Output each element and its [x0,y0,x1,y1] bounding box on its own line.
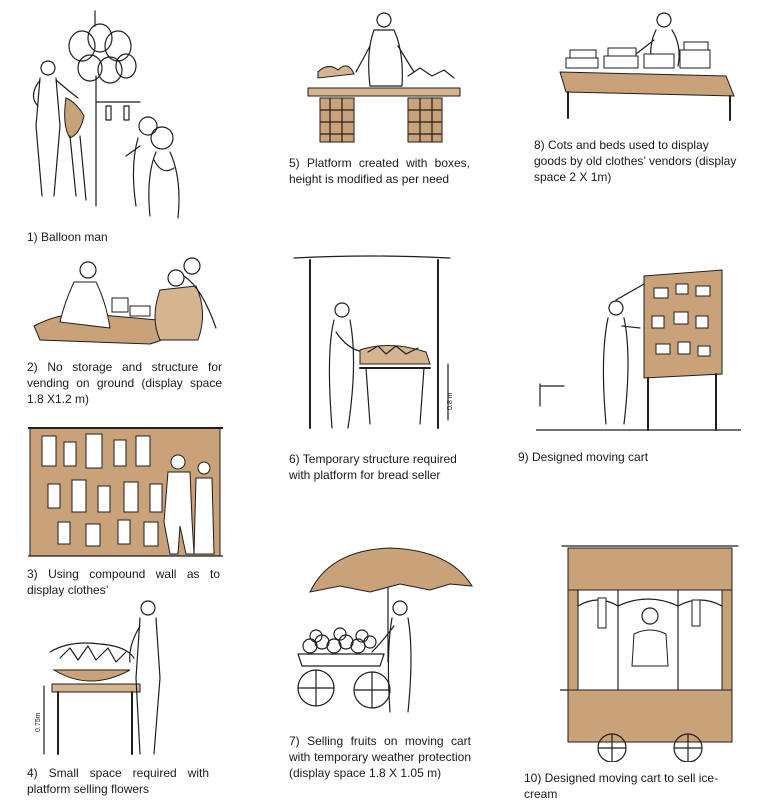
caption-balloon-man: 1) Balloon man [27,230,108,244]
caption-compound-wall: 3) Using compound wall as to display clothes’ [27,567,220,597]
caption-box-platform: 5) Platform created with boxes, height is modified as per need [289,156,470,186]
box-platform-sketch [304,6,464,148]
caption-ground-vending: 2) No storage and structure for vending on ground (display space 1.8 X1.2 m) [27,360,222,406]
caption-bread-seller: 6) Temporary structure required with platform for bread seller [289,452,457,482]
caption-ice-cream-cart: 10) Designed moving cart to sell ice-cream [524,771,719,801]
fruit-cart-sketch [290,542,475,720]
caption-fruit-cart: 7) Selling fruits on moving cart with temporary weather protection (display space 1.8 X 1.05 m) [289,734,471,780]
caption-cots-beds: 8) Cots and beds used to display goods by old clothes’ vendors (display space 2 X 1m) [534,138,737,184]
caption-moving-cart: 9) Designed moving cart [518,450,649,464]
balloon-man-sketch [30,6,200,228]
height-label-075: 0.75m [35,712,42,732]
caption-flower-platform: 4) Small space required with platform selling flowers [27,766,209,796]
height-label-08: 0.8 m [447,392,454,410]
compound-wall-sketch [28,422,223,562]
moving-cart-sketch [536,266,741,434]
flower-platform-sketch [30,598,170,760]
ground-vending-sketch [30,248,225,356]
bread-seller-sketch [290,252,465,430]
ice-cream-cart-sketch [560,542,740,762]
cots-beds-sketch [556,6,741,126]
